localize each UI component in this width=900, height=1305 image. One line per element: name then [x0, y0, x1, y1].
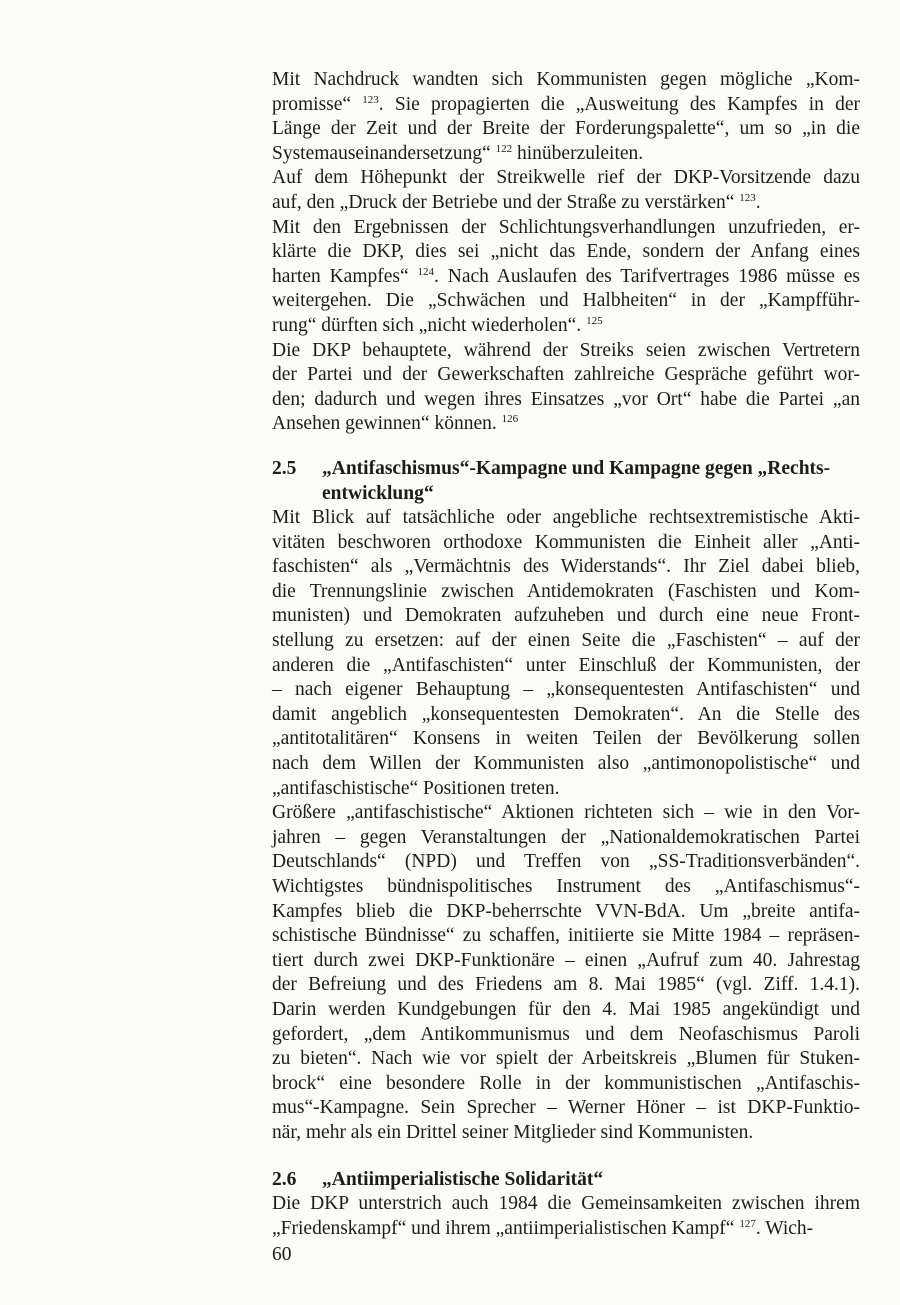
text-line: munisten) und Demokraten aufzuheben und durch eine neue Front- [272, 605, 860, 627]
text-line: faschisten“ als „Vermächtnis des Widerstands“. Ihr Ziel dabei blieb, [272, 556, 860, 578]
section-heading-continued: entwicklung“ [322, 482, 434, 504]
text-line: schistische Bündnisse“ zu schaffen, initiierte sie Mitte 1984 – repräsen- [272, 925, 860, 947]
text-line: jahren – gegen Veranstaltungen der „Nationaldemokratischen Partei [272, 826, 860, 848]
text-line: damit angeblich „konsequentesten Demokraten“. An die Stelle des [272, 703, 860, 725]
text-line: – nach eigener Behauptung – „konsequentesten Antifaschisten“ und [272, 679, 860, 701]
text-line: „antitotalitären“ Konsens in weiten Teilen der Bevölkerung sollen [272, 728, 860, 750]
text-line: Auf dem Höhepunkt der Streikwelle rief der DKP-Vorsitzende dazu [272, 167, 860, 189]
text-line: auf, den „Druck der Betriebe und der Straße zu verstärken“ $^{123}$. [272, 191, 761, 213]
paragraph [272, 216, 860, 339]
text-line: zu bieten“. Nach wie vor spielt der Arbeitskreis „Blumen für Stuken- [272, 1048, 860, 1070]
text-line: Darin werden Kundgebungen für den 4. Mai 1985 angekündigt und [272, 998, 860, 1020]
footnote-ref: 123 [739, 191, 756, 204]
text-line: Mit Nachdruck wandten sich Kommunisten gegen mögliche „Kom- [272, 69, 860, 90]
text-line: gefordert, „dem Antikommunismus und dem Neofaschismus Paroli [272, 1023, 860, 1045]
text-line: promisse“ $^{123}$. Sie propagierten die „Ausweitung des Kampfes in der [272, 93, 860, 115]
text-line: Die DKP behauptete, während der Streiks seien zwischen Vertretern [272, 339, 860, 361]
text-line: die Trennungslinie zwischen Antidemokraten (Faschisten und Kom- [272, 580, 860, 602]
text-line: Mit den Ergebnissen der Schlichtungsverhandlungen unzufrieden, er- [272, 216, 860, 238]
section-title: „Antifaschismus“-Kampagne und Kampagne gegen „Rechts- [322, 457, 831, 479]
text-line: Deutschlands“ (NPD) und Treffen von „SS-Traditionsverbänden“. [272, 851, 860, 873]
page-content [272, 68, 860, 1241]
text-line: „antifaschistische“ Positionen treten. [272, 777, 560, 799]
text-line: vitäten beschworen orthodoxe Kommunisten die Einheit aller „Anti- [272, 531, 860, 553]
text-line: harten Kampfes“ $^{124}$. Nach Auslaufen des Tarifvertrages 1986 müsse es [272, 265, 860, 287]
text-line: stellung zu ersetzen: auf der einen Seite die „Faschisten“ – auf der [272, 630, 860, 652]
text-line: nach dem Willen der Kommunisten also „antimonopolistische“ und [272, 753, 860, 775]
text-line: klärte die DKP, dies sei „nicht das Ende, sondern der Anfang eines [272, 241, 860, 263]
text-line: „Friedenskampf“ und ihrem „antiimperialistischen Kampf“ $^{127}$. Wich- [272, 1217, 814, 1239]
text-line: rung“ dürften sich „nicht wiederholen“. $^{125}$ [272, 314, 603, 336]
text-line: Systemauseinandersetzung“ $^{122}$ hinüberzuleiten. [272, 142, 644, 164]
section-title: „Antiimperialistische Solidarität“ [322, 1168, 604, 1190]
footnote-ref: 126 [501, 413, 519, 426]
paragraph [272, 1192, 860, 1241]
footnote-ref: 127 [739, 1217, 756, 1230]
section-heading [272, 457, 860, 482]
text-line: weitergehen. Die „Schwächen und Halbheiten“ in der „Kampfführ- [272, 290, 860, 312]
paragraph [272, 68, 860, 166]
footnote-ref: 123 [362, 93, 379, 106]
text-line: anderen die „Antifaschisten“ unter Einschluß der Kommunisten, der [272, 654, 860, 676]
paragraph [272, 166, 860, 215]
text-line: den; dadurch und wegen ihres Einsatzes „vor Ort“ habe die Partei „an [272, 388, 860, 410]
text-line: brock“ eine besondere Rolle in der kommunistischen „Antifaschis- [272, 1072, 860, 1094]
footnote-ref: 124 [417, 265, 435, 278]
text-line: mus“-Kampagne. Sein Sprecher – Werner Höner – ist DKP-Funktio- [272, 1097, 860, 1119]
footnote-ref: 122 [495, 142, 513, 155]
text-line: tiert durch zwei DKP-Funktionäre – einen „Aufruf zum 40. Jahrestag [272, 949, 860, 971]
text-line: Kampfes blieb die DKP-beherrschte VVN-BdA. Um „breite antifa- [272, 900, 860, 922]
paragraph [272, 506, 860, 801]
page-number: 60 [272, 1244, 292, 1265]
section-number: 2.5 [272, 457, 297, 479]
text-line: Mit Blick auf tatsächliche oder angebliche rechtsextremistische Akti- [272, 507, 860, 529]
section-heading [272, 1168, 860, 1193]
text-line: der Partei und der Gewerkschaften zahlreiche Gespräche geführt wor- [272, 364, 860, 386]
text-line: Die DKP unterstrich auch 1984 die Gemeinsamkeiten zwischen ihrem [272, 1193, 860, 1215]
text-line: Größere „antifaschistische“ Aktionen richteten sich – wie in den Vor- [272, 802, 860, 824]
text-line: Länge der Zeit und der Breite der Forderungspalette“, um so „in die [272, 118, 860, 140]
text-line: Wichtigstes bündnispolitisches Instrument des „Antifaschismus“- [272, 876, 860, 897]
section-number: 2.6 [272, 1168, 297, 1190]
text-line: när, mehr als ein Drittel seiner Mitglieder sind Kommunisten. [272, 1121, 754, 1143]
paragraph [272, 339, 860, 437]
footnote-ref: 125 [586, 314, 603, 327]
text-line: Ansehen gewinnen“ können. $^{126}$ [272, 413, 519, 435]
paragraph [272, 801, 860, 1145]
text-line: der Befreiung und des Friedens am 8. Mai 1985“ (vgl. Ziff. 1.4.1). [272, 974, 860, 996]
